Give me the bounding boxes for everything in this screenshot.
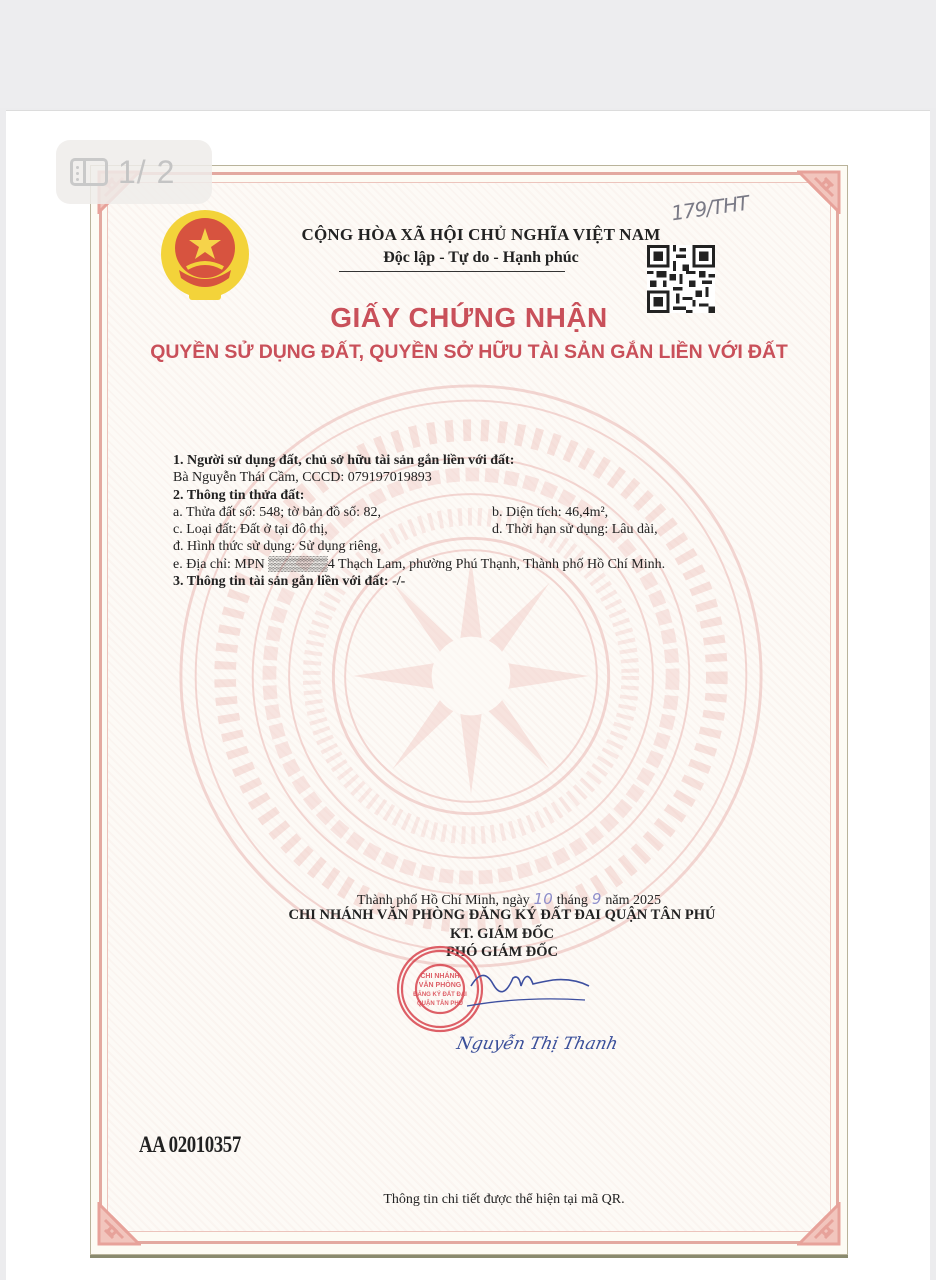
- section-owner-heading: 1. Người sử dụng đất, chủ sở hữu tài sản gắn liền với đất:: [173, 453, 515, 468]
- national-emblem-icon: [159, 208, 251, 304]
- issuing-office: CHI NHÁNH VĂN PHÒNG ĐĂNG KÝ ĐẤT ĐAI QUẬN TÂN PHÚ: [288, 907, 716, 923]
- parcel-number: a. Thửa đất số: 548; tờ bản đồ số: 82,: [173, 504, 381, 520]
- owner-name: Bà Nguyễn Thái Cầm, CCCD: 079197019893: [173, 470, 432, 486]
- parcel-row-2: [173, 521, 733, 538]
- svg-text:VĂN PHÒNG: VĂN PHÒNG: [418, 982, 462, 989]
- certificate-content: [91, 166, 847, 1254]
- date-prefix: Thành phố Hồ Chí Minh, ngày: [357, 893, 530, 908]
- viewer-top-bar: [0, 0, 936, 108]
- document-subtitle: QUYỀN SỬ DỤNG ĐẤT, QUYỀN SỞ HỮU TÀI SẢN GẮN LIỀN VỚI ĐẤT: [150, 341, 788, 363]
- usage-form: đ. Hình thức sử dụng: Sử dụng riêng,: [173, 539, 382, 555]
- issue-day: 10: [533, 890, 553, 908]
- land-use-certificate: [90, 165, 848, 1255]
- parcel-address: e. Địa chỉ: MPN ▒▒▒▒▒▒4 Thạch Lam, phường Phú Thạnh, Thành phố Hồ Chí Minh.: [173, 556, 666, 572]
- qr-note: Thông tin chi tiết được thể hiện tại mã QR.: [383, 1192, 625, 1207]
- issue-year: năm 2025: [605, 893, 662, 908]
- signer-name: Nguyễn Thị Thanh: [454, 1034, 620, 1054]
- page-indicator[interactable]: [56, 140, 212, 204]
- motto-underline: [339, 271, 565, 272]
- section-parcel-heading: 2. Thông tin thửa đất:: [173, 487, 305, 503]
- sidebar-icon[interactable]: [70, 158, 108, 186]
- handwritten-signature-icon: [463, 956, 593, 1026]
- signer-role-secondary: PHÓ GIÁM ĐỐC: [446, 944, 558, 960]
- parcel-row-1: [173, 504, 733, 521]
- serial-number: AA 02010357: [139, 1132, 241, 1157]
- section-assets-heading: 3. Thông tin tài sản gắn liền với đất: -/-: [173, 574, 406, 590]
- issue-month: 9: [591, 890, 602, 908]
- national-motto: Độc lập - Tự do - Hạnh phúc: [383, 249, 579, 266]
- svg-text:QUẬN TÂN PHÚ: QUẬN TÂN PHÚ: [417, 1001, 463, 1007]
- page-count: 1/ 2: [118, 153, 176, 190]
- certificate-details: [173, 452, 733, 590]
- parcel-area: b. Diện tích: 46,4m²,: [492, 504, 609, 520]
- national-title: CỘNG HÒA XÃ HỘI CHỦ NGHĨA VIỆT NAM: [301, 225, 661, 244]
- usage-term: d. Thời hạn sử dụng: Lâu dài,: [492, 522, 658, 538]
- signer-role-primary: KT. GIÁM ĐỐC: [449, 926, 555, 942]
- handwritten-note: 179/THT: [669, 190, 750, 226]
- document-title: GIẤY CHỨNG NHẬN: [330, 302, 608, 333]
- land-type: c. Loại đất: Đất ở tại đô thị,: [173, 522, 328, 538]
- month-label: tháng: [556, 893, 588, 908]
- svg-text:CHI NHÁNH: CHI NHÁNH: [420, 973, 460, 980]
- svg-text:ĐĂNG KÝ ĐẤT ĐAI: ĐĂNG KÝ ĐẤT ĐAI: [413, 992, 467, 998]
